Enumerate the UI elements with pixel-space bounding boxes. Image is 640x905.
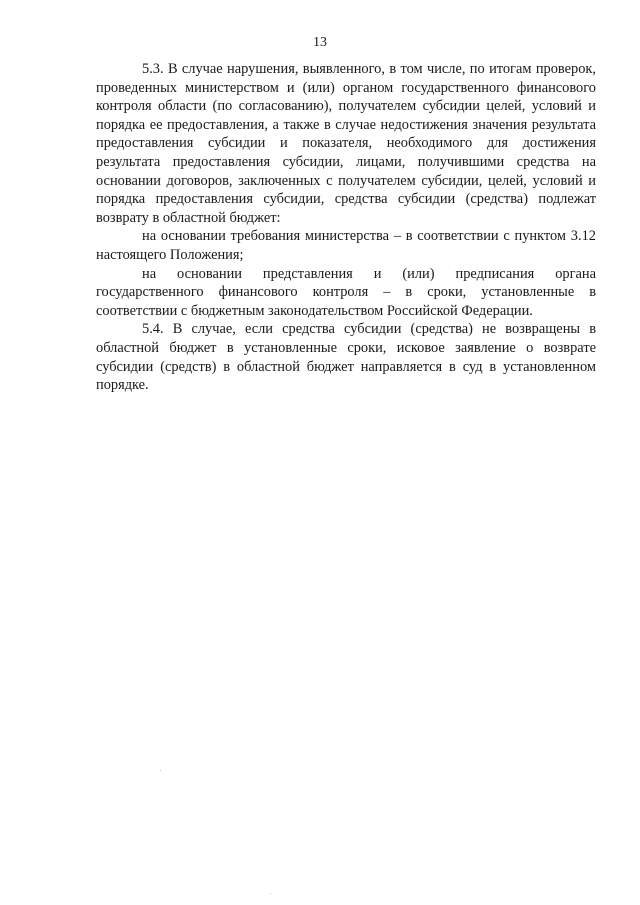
scan-speck [160, 770, 161, 771]
document-body [96, 60, 596, 395]
paragraph-5-3: 5.3. В случае нарушения, выявленного, в том числе, по итогам проверок, проведенных министерством и (или) органом государственного финансового контроля области (по согласованию), получателем субсидии целей, условий и порядка ее предоставления, а также в случае недостижения значения результата предоставления субсидии и показателя, необходимого для достижения результата предоставления субсидии, лицами, получившими средства на основании договоров, заключенных с получателем субсидии, целей, условий и порядка предоставления субсидии, средства субсидии (средства) подлежат возврату в областной бюджет: [96, 61, 596, 226]
page-number: 13 [313, 35, 327, 50]
paragraph-control-order: на основании представления и (или) предписания органа государственного финансового контроля – в сроки, установленные в соответствии с бюджетным законодательством Российской Федерации. [96, 265, 596, 319]
scan-speck [270, 893, 271, 894]
paragraph-5-4: 5.4. В случае, если средства субсидии (средства) не возвращены в областной бюджет в установленные сроки, исковое заявление о возврате субсидии (средств) в областной бюджет направляется в суд в установленном порядке. [96, 321, 596, 394]
paragraph-requirement: на основании требования министерства – в соответствии с пунктом 3.12 настоящего Положения; [96, 228, 596, 263]
